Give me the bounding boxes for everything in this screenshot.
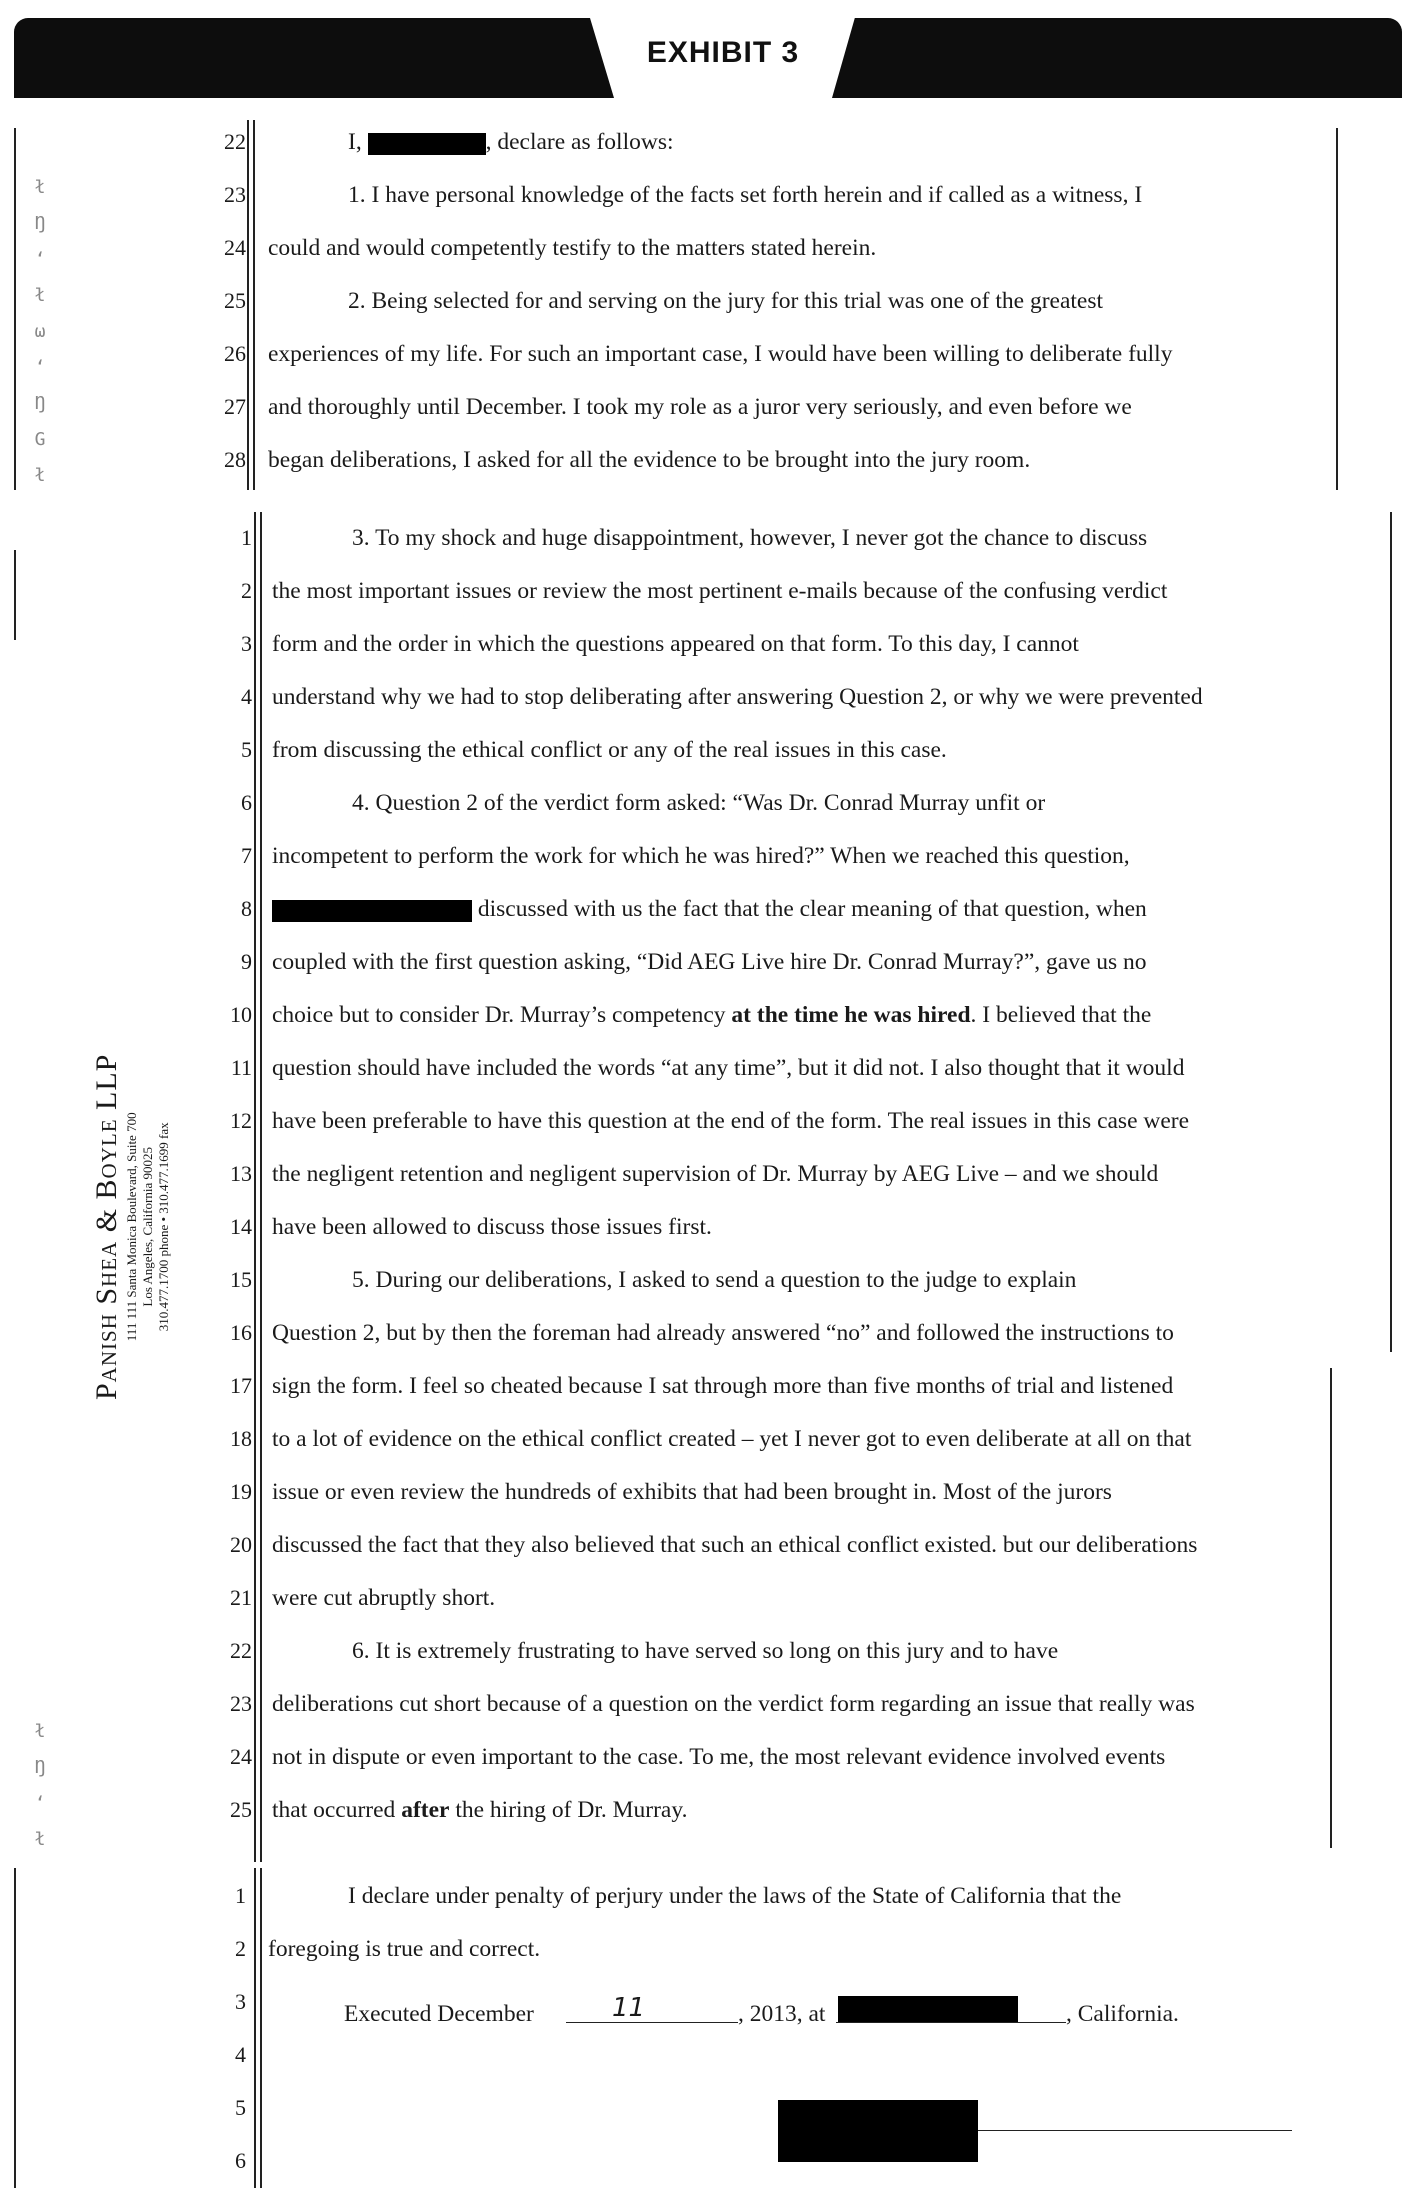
margin-mark: ł [34,1721,46,1742]
line-text-part: and thoroughly until December. I took my role as a juror very seriously, and even before we [268,394,1132,420]
pleading-line [0,1737,1428,1777]
bold-emphasis: at the time he was hired [731,1002,971,1028]
line-text-part: Question 2, but by then the foreman had already answered “no” and followed the instructions to [272,1320,1174,1346]
line-text-part: choice but to consider Dr. Murray’s competency [272,1002,732,1028]
line-text [272,730,947,770]
line-text-part: the hiring of Dr. Murray. [449,1797,688,1823]
pleading-line [0,440,1428,480]
line-number: 12 [230,1108,252,1133]
pleading-line [0,677,1428,717]
exhibit-title: EXHIBIT 3 [646,36,800,69]
pleading-line [0,1366,1428,1406]
line-number: 9 [241,949,252,974]
pleading-line [0,571,1428,611]
pleading-line [0,1631,1428,1671]
line-text [268,440,1030,480]
pleading-line [0,1101,1428,1141]
line-number: 15 [230,1267,252,1292]
pleading-line [0,175,1428,215]
margin-mark: ʻ [34,1793,46,1814]
line-text [272,1101,1189,1141]
left-margin-border [14,1868,16,2188]
redacted-signature [778,2100,978,2162]
line-number: 26 [224,341,246,366]
pleading-line [0,2088,1428,2128]
line-text-part: I declare under penalty of perjury under the laws of the State of California that the [348,1883,1122,1909]
margin-mark: Ŋ [34,393,46,414]
pleading-line [0,1048,1428,1088]
firm-name: Panish Shea & Boyle LLP [90,1053,123,1400]
line-text [348,122,674,162]
page-section-2 [0,512,1428,1862]
page-section-3 [0,1868,1428,2188]
line-text [272,1525,1197,1565]
line-number-rule-1 [254,1868,256,2188]
line-number: 28 [224,447,246,472]
pleading-line [0,2141,1428,2181]
line-number: 17 [230,1373,252,1398]
redaction-bar [272,900,472,922]
line-number: 23 [230,1691,252,1716]
redacted-location [838,1996,1018,2022]
line-number: 1 [235,1883,246,1908]
executed-state: , California. [1066,2001,1179,2027]
banner-right-bar [832,18,1402,98]
line-text-part: coupled with the first question asking, “Did AEG Live hire Dr. Conrad Murray?”, gave us no [272,949,1147,975]
line-text [272,1578,495,1618]
line-text-part: 5. During our deliberations, I asked to send a question to the judge to explain [352,1267,1077,1293]
location-blank-line [836,2022,1066,2023]
line-text-part: have been preferable to have this question at the end of the form. The real issues in this case were [272,1108,1190,1134]
line-text-part: foregoing is true and correct. [268,1936,541,1962]
line-text [272,677,1203,717]
pleading-line [0,942,1428,982]
line-text-part: incompetent to perform the work for which he was hired?” When we reached this question, [272,843,1130,869]
line-text-part: experiences of my life. For such an important case, I would have been willing to deliberate fully [268,341,1173,367]
line-text [272,1419,1191,1459]
pleading-line [0,1876,1428,1916]
line-number: 18 [230,1426,252,1451]
line-number: 22 [230,1638,252,1663]
line-number: 8 [241,896,252,921]
line-text-part: discussed with us the fact that the clear meaning of that question, when [472,896,1147,922]
page-section-1 [0,120,1428,490]
line-number: 23 [224,182,246,207]
line-text-part: that occurred [272,1797,402,1823]
line-text [272,1472,1112,1512]
margin-mark: ł [34,177,46,198]
firm-address-line2: Los Angeles, California 90025 [140,1147,155,1307]
redaction-bar [368,133,486,155]
line-text-part: , declare as follows: [485,129,674,155]
margin-mark: ʻ [34,357,46,378]
margin-mark: G [34,429,46,450]
line-number: 5 [235,2095,246,2120]
line-number-rule-2 [260,1868,262,2188]
line-text-part: the most important issues or review the most pertinent e-mails because of the confusing verdict [272,578,1168,604]
executed-day: 11 [612,1993,646,2023]
line-text [272,1790,687,1830]
pleading-line [0,1790,1428,1830]
pleading-line [0,1982,1428,2022]
pleading-line [0,1929,1428,1969]
margin-mark: ł [34,1829,46,1850]
line-text [352,518,1147,558]
line-number: 11 [230,1055,252,1080]
line-number: 24 [224,235,246,260]
line-text [268,228,876,268]
line-number: 1 [241,525,252,550]
line-text [272,1048,1184,1088]
pleading-line [0,1684,1428,1724]
margin-mark: ł [34,285,46,306]
line-text [352,1260,1076,1300]
firm-address-line3: 310.477.1700 phone • 310.477.1699 fax [156,1122,171,1332]
signature-line [978,2130,1292,2131]
line-text-part: began deliberations, I asked for all the evidence to be brought into the jury room. [268,447,1031,473]
pleading-line [0,1419,1428,1459]
pleading-line [0,281,1428,321]
line-number: 4 [241,684,252,709]
line-text-part: to a lot of evidence on the ethical conflict created – yet I never got to even deliberate at all on that [272,1426,1192,1452]
line-number: 22 [224,129,246,154]
margin-mark: Ŋ [34,213,46,234]
line-text-part: sign the form. I feel so cheated because I sat through more than five months of trial and listened [272,1373,1174,1399]
pleading-line [0,122,1428,162]
pleading-line [0,228,1428,268]
line-text-part: deliberations cut short because of a question on the verdict form regarding an issue that really was [272,1691,1195,1717]
margin-mark: ʻ [34,249,46,270]
line-number: 25 [224,288,246,313]
line-number: 2 [241,578,252,603]
line-text-part: issue or even review the hundreds of exhibits that had been brought in. Most of the jurors [272,1479,1112,1505]
pleading-line [0,995,1428,1035]
pleading-line [0,783,1428,823]
firm-address-line1: 111 111 Santa Monica Boulevard, Suite 700 [124,1112,139,1342]
line-text [268,387,1132,427]
margin-mark: ł [34,465,46,486]
line-number: 21 [230,1585,252,1610]
banner-left-bar [14,18,614,98]
line-number: 5 [241,737,252,762]
line-text-part: discussed the fact that they also believed that such an ethical conflict existed. but our deliberations [272,1532,1198,1558]
line-number: 19 [230,1479,252,1504]
date-blank-line [566,2022,738,2023]
pleading-line [0,1525,1428,1565]
line-text-part: the negligent retention and negligent supervision of Dr. Murray by AEG Live – and we should [272,1161,1159,1187]
line-text-part: . I believed that the [970,1002,1152,1028]
line-number: 25 [230,1797,252,1822]
line-text-part: I, [348,129,368,155]
pleading-line [0,730,1428,770]
pleading-line [0,624,1428,664]
line-text-part: 3. To my shock and huge disappointment, however, I never got the chance to discuss [352,525,1148,551]
line-text [272,942,1147,982]
line-text-part: were cut abruptly short. [272,1585,496,1611]
pleading-line [0,334,1428,374]
pleading-line [0,1207,1428,1247]
line-text [348,1876,1121,1916]
line-number: 13 [230,1161,252,1186]
line-number: 27 [224,394,246,419]
pleading-line [0,1578,1428,1618]
line-text-part: could and would competently testify to the matters stated herein. [268,235,877,261]
executed-line [344,1994,534,2034]
line-number: 2 [235,1936,246,1961]
line-number: 3 [235,1989,246,2014]
margin-mark: Ŋ [34,1757,46,1778]
bold-emphasis: after [401,1797,450,1823]
pleading-line [0,1313,1428,1353]
line-text-part: 2. Being selected for and serving on the jury for this trial was one of the greatest [348,288,1104,314]
pleading-line [0,1154,1428,1194]
line-number: 20 [230,1532,252,1557]
line-number: 7 [241,843,252,868]
pleading-line [0,889,1428,929]
exhibit-banner [14,18,1402,98]
line-text-part: 4. Question 2 of the verdict form asked: “Was Dr. Conrad Murray unfit or [352,790,1046,816]
line-text-part: form and the order in which the questions appeared on that form. To this day, I cannot [272,631,1079,657]
line-text-part: 6. It is extremely frustrating to have served so long on this jury and to have [352,1638,1059,1664]
line-text [272,1154,1158,1194]
line-number: 14 [230,1214,252,1239]
line-text [348,175,1142,215]
pleading-line [0,387,1428,427]
line-number: 16 [230,1320,252,1345]
line-text-part: question should have included the words “at any time”, but it did not. I also thought that it would [272,1055,1185,1081]
line-text-part: 1. I have personal knowledge of the facts set forth herein and if called as a witness, I [348,182,1143,208]
line-text [352,783,1045,823]
line-text [272,836,1130,876]
line-text [272,1313,1174,1353]
line-text [272,1366,1173,1406]
line-number: 6 [235,2148,246,2173]
executed-label: Executed December [344,2001,534,2027]
line-number: 24 [230,1744,252,1769]
line-text-part: have been allowed to discuss those issues first. [272,1214,712,1240]
line-text [268,334,1172,374]
line-number: 10 [230,1002,252,1027]
line-text-part: not in dispute or even important to the case. To me, the most relevant evidence involved events [272,1744,1166,1770]
line-text [272,624,1079,664]
line-text [272,1207,712,1247]
line-text [272,571,1167,611]
pleading-line [0,518,1428,558]
line-text [268,1929,540,1969]
line-text [272,1684,1195,1724]
line-text [272,1737,1165,1777]
pleading-line [0,2035,1428,2075]
line-number: 6 [241,790,252,815]
line-text [352,1631,1058,1671]
line-text [348,281,1103,321]
line-text-part: understand why we had to stop deliberating after answering Question 2, or why we were prevented [272,684,1203,710]
line-text [272,995,1151,1035]
executed-year: , 2013, at [738,2001,826,2027]
margin-mark: ω [34,321,46,342]
line-number: 4 [235,2042,246,2067]
line-text [272,889,1147,929]
line-text-part: from discussing the ethical conflict or any of the real issues in this case. [272,737,947,763]
pleading-line [0,1472,1428,1512]
line-number: 3 [241,631,252,656]
pleading-line [0,836,1428,876]
pleading-line [0,1260,1428,1300]
